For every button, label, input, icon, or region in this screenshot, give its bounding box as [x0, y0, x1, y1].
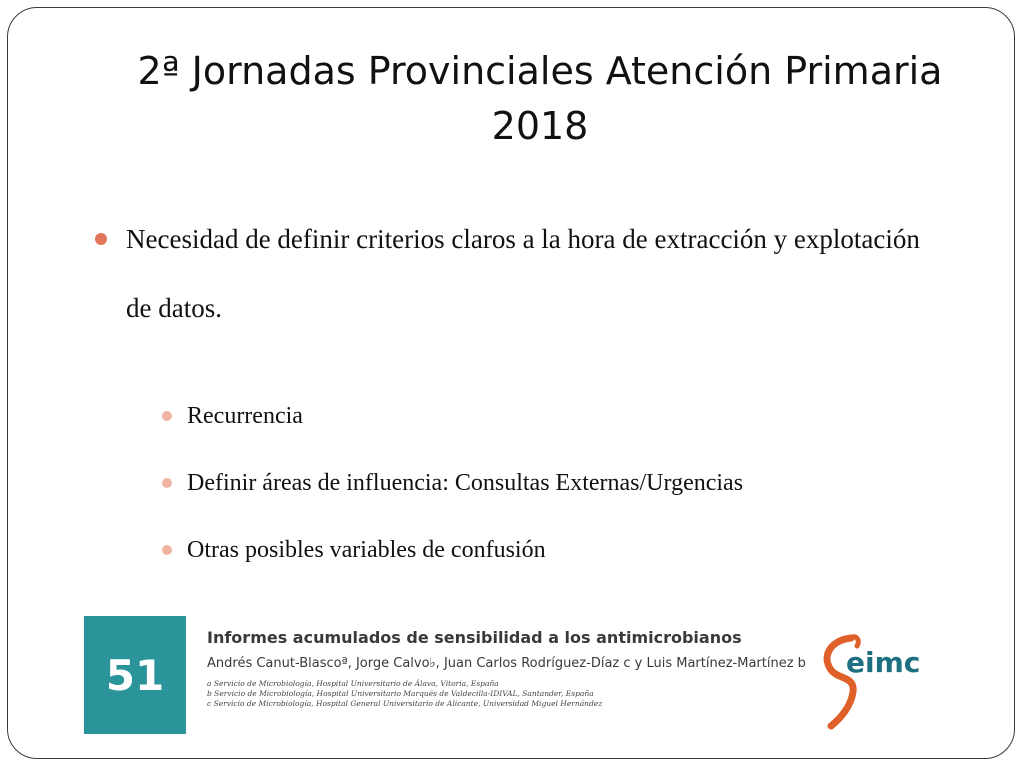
article-affiliation: b Servicio de Microbiología, Hospital Universitario Marqués de Valdecilla-IDIVAL, Santander, España — [207, 689, 594, 698]
sub-bullet-item — [162, 465, 962, 532]
sub-bullet-dot-icon — [162, 545, 172, 555]
article-number: 51 — [105, 650, 165, 700]
sub-bullet-text: Recurrencia — [187, 403, 303, 429]
seimc-logo-icon — [817, 626, 937, 734]
slide-title: 2ª Jornadas Provinciales Atención Primaria 2018 — [137, 49, 943, 148]
sub-bullet-item — [162, 532, 962, 599]
sub-bullet-item — [162, 398, 962, 465]
article-reference-image — [84, 616, 954, 734]
article-authors: Andrés Canut-Blascoª, Jorge Calvo♭, Juan Carlos Rodríguez-Díaz c y Luis Martínez-Martínez b — [207, 656, 806, 671]
sub-bullet-text: Otras posibles variables de confusión — [187, 537, 546, 563]
sub-bullet-text: Definir áreas de influencia: Consultas Externas/Urgencias — [187, 470, 744, 496]
article-affiliation: c Servicio de Microbiología, Hospital General Universitario de Alicante, Universidad Miguel Hernández — [207, 699, 603, 708]
sub-bullet-dot-icon — [162, 411, 172, 421]
sub-bullet-dot-icon — [162, 478, 172, 488]
main-bullet-text: Necesidad de definir criterios claros a la hora de extracción y explotación de datos. — [126, 224, 920, 323]
seimc-logo-text: eimc — [846, 646, 921, 679]
article-number-box — [84, 616, 186, 734]
sub-bullet-list — [162, 398, 962, 599]
main-bullet — [95, 205, 945, 343]
bullet-dot-icon — [95, 233, 107, 245]
article-title: Informes acumulados de sensibilidad a los antimicrobianos — [207, 628, 742, 647]
article-affiliation: a Servicio de Microbiología, Hospital Universitario de Álava, Vitoria, España — [207, 679, 499, 688]
